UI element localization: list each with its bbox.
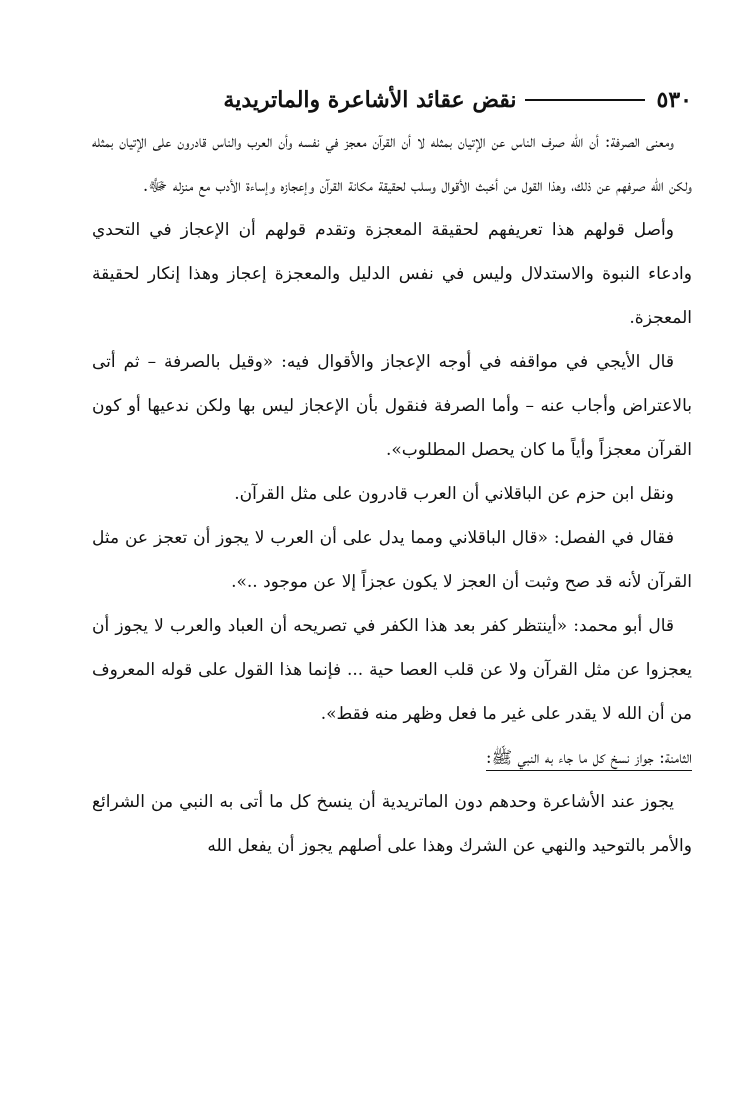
paragraph-7: يجوز عند الأشاعرة وحدهم دون الماتريدية أن ينسخ كل ما أتى به النبي من الشرائع والأمر بالتوحيد والنهي عن الشرك وهذا على أصلهم يجوز أن يفعل الله [92, 792, 692, 856]
paragraph-5: فقال في الفصل: «قال الباقلاني ومما يدل على أن العرب لا يجوز أن تعجز عن مثل القرآن لأنه قد صح وثبت أن العجز لا يكون عجزاً إلا عن موجود ..». [92, 528, 692, 592]
section-heading-text: الثامنة: جواز نسخ كل ما جاء به النبي ﷺ: [486, 748, 692, 771]
section-heading [92, 736, 692, 780]
running-title: نقض عقائد الأشاعرة والماتريدية [223, 87, 517, 113]
paragraph-3: قال الأيجي في مواقفه في أوجه الإعجاز والأقوال فيه: «وقيل بالصرفة – ثم أتى بالاعتراض وأجاب عنه – وأما الصرفة فنقول بأن الإعجاز ليس بها ولكن ندعيها أو كون القرآن معجزاً وأياً ما كان يحصل المطلوب». [92, 352, 692, 460]
page-content [92, 80, 692, 868]
paragraph-2: وأصل قولهم هذا تعريفهم لحقيقة المعجزة وتقدم قولهم أن الإعجاز في التحدي وادعاء النبوة والاستدلال وليس في نفس الدليل والمعجزة إعجاز وهذا إنكار لحقيقة المعجزة. [92, 220, 692, 328]
paragraph-6: قال أبو محمد: «أينتظر كفر بعد هذا الكفر في تصريحه أن العباد والعرب لا يجوز أن يعجزوا عن مثل القرآن ولا عن قلب العصا حية ... فإنما هذا القول على قوله المعروف من أن الله لا يقدر على غير ما فعل وظهر منه فقط». [92, 616, 692, 724]
header-rule [525, 99, 645, 101]
paragraph-1: ومعنى الصرفة: أن الله صرف الناس عن الإتيان بمثله لا أن القرآن معجز في نفسه وأن العرب والناس قادرون على الإتيان بمثله ولكن الله صرفهم عن ذلك، وهذا القول من أخبث الأقوال وسلب لحقيقة مكانة القرآن وإعجازه وإساءة الأدب مع منزله ﷻ. [92, 132, 692, 196]
body-text [92, 120, 692, 868]
page-header [92, 80, 692, 120]
paragraph-4: ونقل ابن حزم عن الباقلاني أن العرب قادرون على مثل القرآن. [234, 484, 674, 504]
page-number: ٥٣٠ [656, 87, 692, 113]
